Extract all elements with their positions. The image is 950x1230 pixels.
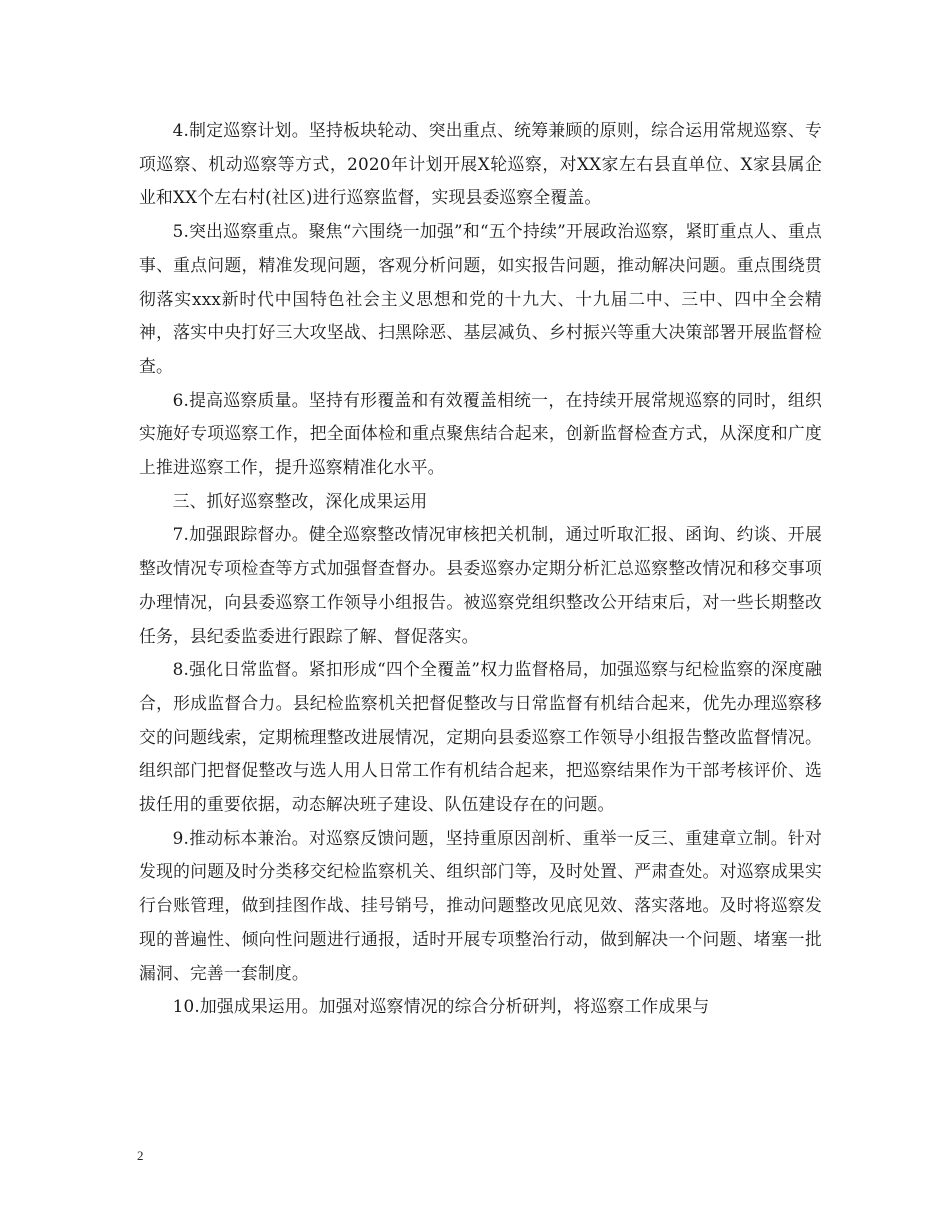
page-number: 2 [137, 1148, 144, 1163]
paragraph-focus: 5.突出巡察重点。聚焦“六围绕一加强”和“五个持续”开展政治巡察，紧盯重点人、重点事、重点问题，精准发现问题，客观分析问题，如实报告问题，推动解决问题。重点围绕贯彻落实xxx新时代中国特色社会主义思想和党的十九大、十九届二中、三中、四中全会精神，落实中央打好三大攻坚战、扫黑除恶、基层减负、乡村振兴等重大决策部署开展监督检查。 [139, 221, 822, 376]
paragraph-tracking: 7.加强跟踪督办。健全巡察整改情况审核把关机制，通过听取汇报、函询、约谈、开展整改情况专项检查等方式加强督查督办。县委巡察办定期分析汇总巡察整改情况和移交事项办理情况，向县委巡察工作领导小组报告。被巡察党组织整改公开结束后，对一些长期整改任务，县纪委监委进行跟踪了解、督促落实。 [139, 524, 822, 646]
paragraph-results-use: 10.加强成果运用。加强对巡察情况的综合分析研判，将巡察工作成果与 [172, 996, 710, 1017]
document-body [139, 114, 822, 1024]
paragraph-plan: 4.制定巡察计划。坚持板块轮动、突出重点、统筹兼顾的原则，综合运用常规巡察、专项巡察、机动巡察等方式，2020年计划开展X轮巡察，对XX家左右县直单位、X家县属企业和XX个左右村(社区)进行巡察监督，实现县委巡察全覆盖。 [139, 120, 822, 208]
paragraph-root-causes: 9.推动标本兼治。对巡察反馈问题，坚持重原因剖析、重举一反三、重建章立制。针对发现的问题及时分类移交纪检监察机关、组织部门等，及时处置、严肃查处。对巡察成果实行台账管理，做到挂图作战、挂号销号，推动问题整改见底见效、落实落地。及时将巡察发现的普遍性、倾向性问题进行通报，适时开展专项整治行动，做到解决一个问题、堵塞一批漏洞、完善一套制度。 [139, 827, 822, 983]
paragraph-quality: 6.提高巡察质量。坚持有形覆盖和有效覆盖相统一，在持续开展常规巡察的同时，组织实施好专项巡察工作，把全面体检和重点聚焦结合起来，创新监督检查方式，从深度和广度上推进巡察工作，提升巡察精准化水平。 [139, 389, 822, 478]
paragraph-daily-supervision: 8.强化日常监督。紧扣形成“四个全覆盖”权力监督格局，加强巡察与纪检监察的深度融合，形成监督合力。县纪检监察机关把督促整改与日常监督有机结合起来，优先办理巡察移交的问题线索，定期梳理整改进展情况，定期向县委巡察工作领导小组报告整改监督情况。组织部门把督促整改与选人用人日常工作有机结合起来，把巡察结果作为干部考核评价、选拔任用的重要依据，动态解决班子建设、队伍建设存在的问题。 [139, 659, 822, 815]
section-heading-rectification: 三、抓好巡察整改，深化成果运用 [172, 490, 428, 511]
